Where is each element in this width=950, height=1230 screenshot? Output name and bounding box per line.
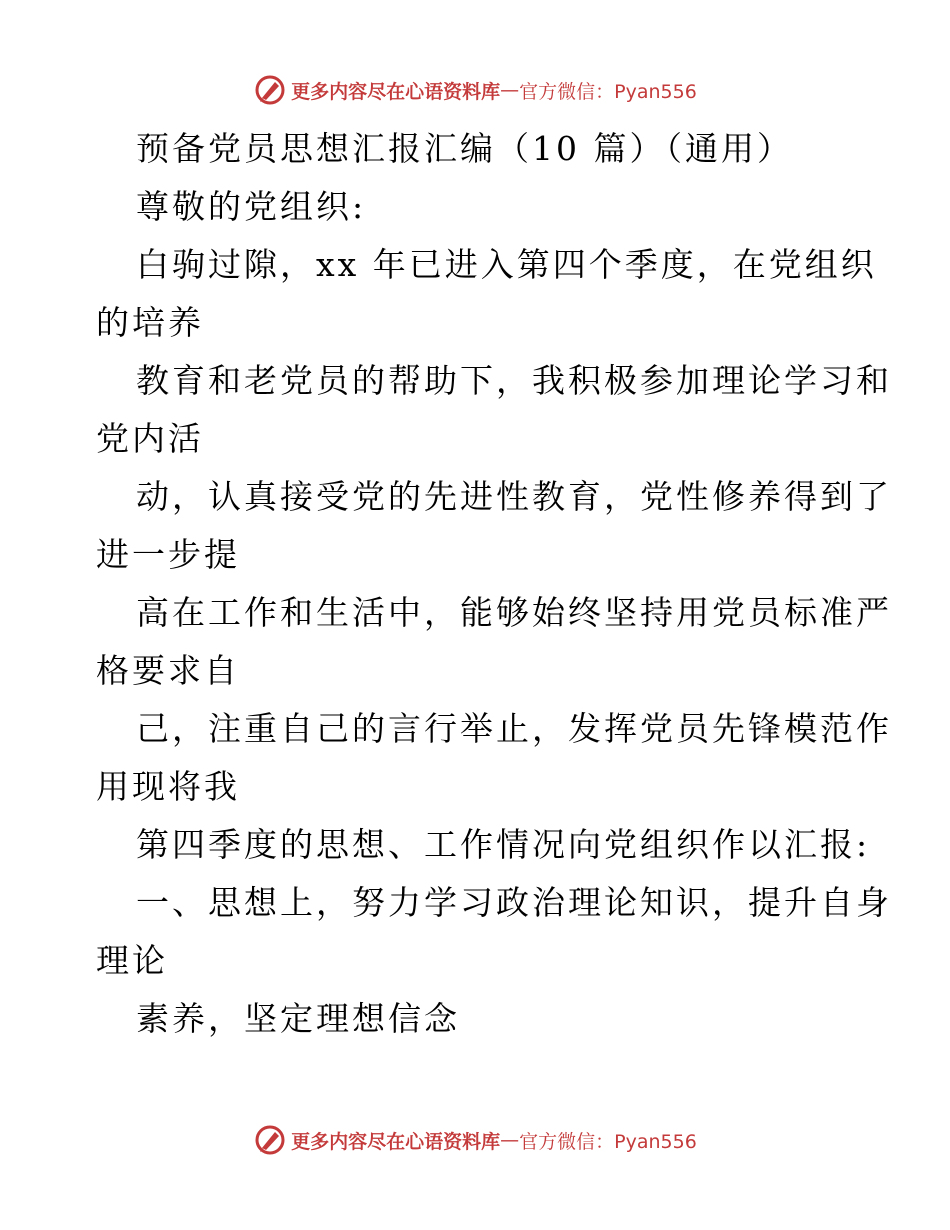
banner-brand-text: 更多内容尽在心语资料库: [291, 1130, 501, 1153]
banner-separator: —: [500, 1129, 520, 1151]
paragraph-line: 格要求自: [96, 651, 240, 690]
footer-banner: [0, 1120, 950, 1160]
banner-brand-text: 更多内容尽在心语资料库: [291, 80, 501, 103]
paragraph-line: 用现将我: [96, 767, 240, 806]
salutation: 尊敬的党组织:: [136, 187, 367, 226]
document-body: [96, 120, 892, 1048]
paragraph-line: 白驹过隙，xx 年已进入第四个季度，在党组织: [136, 245, 877, 284]
paragraph-line: 进一步提: [96, 535, 240, 574]
pen-logo-icon: [253, 1123, 287, 1157]
pen-logo-icon: [253, 73, 287, 107]
document-title: 预备党员思想汇报汇编（10 篇）（通用）: [136, 129, 793, 168]
paragraph-line: 一、思想上，努力学习政治理论知识，提升自身: [136, 883, 892, 922]
paragraph-line: 的培养: [96, 303, 204, 342]
paragraph-line: 理论: [96, 941, 168, 980]
paragraph-line: 素养，坚定理想信念: [136, 999, 460, 1038]
header-banner: [0, 70, 950, 110]
paragraph-line: 教育和老党员的帮助下，我积极参加理论学习和: [136, 361, 892, 400]
banner-separator: —: [500, 79, 520, 101]
paragraph-line: 第四季度的思想、工作情况向党组织作以汇报:: [136, 825, 871, 864]
paragraph-line: 党内活: [96, 419, 204, 458]
paragraph-line: 动，认真接受党的先进性教育，党性修养得到了: [136, 477, 892, 516]
paragraph-line: 高在工作和生活中，能够始终坚持用党员标准严: [136, 593, 892, 632]
banner-wechat-text: 官方微信：Pyan556: [519, 1130, 697, 1153]
paragraph-line: 己，注重自己的言行举止，发挥党员先锋模范作: [136, 709, 892, 748]
banner-wechat-text: 官方微信：Pyan556: [519, 80, 697, 103]
